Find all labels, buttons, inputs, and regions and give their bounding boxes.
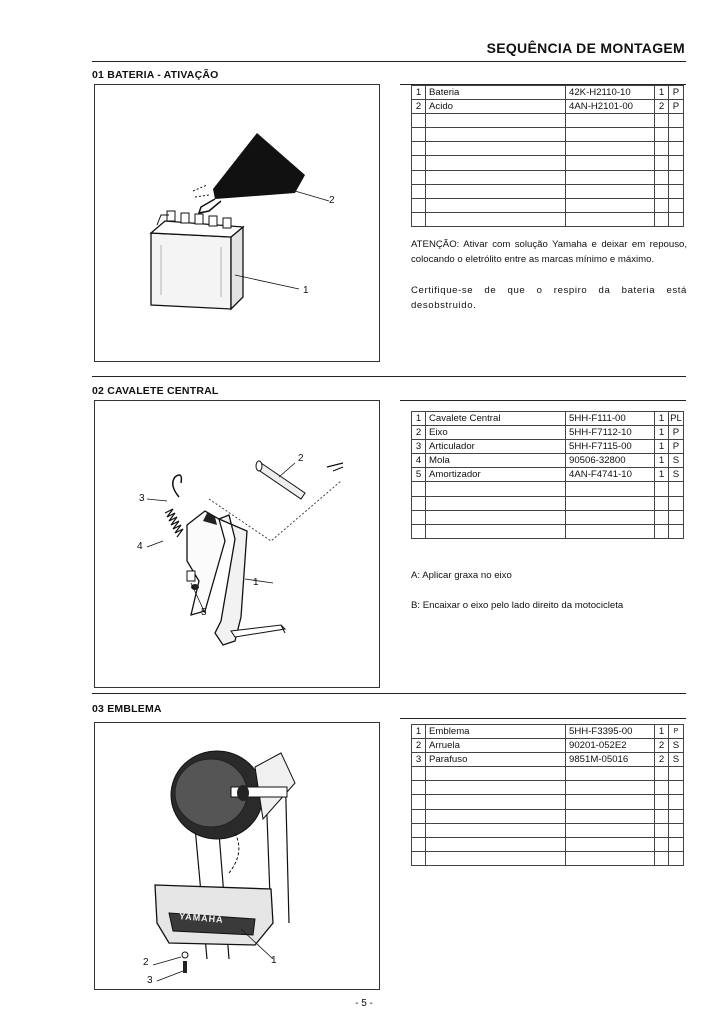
- part-description: Acido: [426, 100, 566, 114]
- note-a: A: Aplicar graxa no eixo: [411, 570, 512, 581]
- table-row-empty: [412, 198, 684, 212]
- part-number: 1: [412, 725, 426, 739]
- part-qty: 2: [655, 739, 669, 753]
- note-atencao: ATENÇÃO: Ativar com solução Yamaha e deixar em repouso, colocando o eletrólito entre as marcas mínimo e máximo.: [411, 239, 687, 265]
- table-row-empty: [412, 809, 684, 823]
- parts-table-bateria: [411, 85, 684, 227]
- callout-1: 1: [271, 955, 277, 966]
- part-description: Arruela: [426, 739, 566, 753]
- part-type: S: [669, 739, 684, 753]
- part-qty: 1: [655, 454, 669, 468]
- part-number: 4: [412, 454, 426, 468]
- callout-1: 1: [253, 577, 259, 588]
- part-description: Emblema: [426, 725, 566, 739]
- part-code: 5HH-F111-00: [566, 412, 655, 426]
- part-description: Bateria: [426, 86, 566, 100]
- table-row: [412, 739, 684, 753]
- emblem-illustration: [95, 723, 379, 989]
- figure-cavalete: [94, 400, 380, 688]
- part-description: Eixo: [426, 426, 566, 440]
- part-type: P: [669, 100, 684, 114]
- callout-5: 5: [201, 607, 207, 618]
- part-code: 4AN-F4741-10: [566, 468, 655, 482]
- callout-2: 2: [298, 453, 304, 464]
- table-row-empty: [412, 114, 684, 128]
- callout-1: 1: [303, 285, 309, 296]
- table-row: [412, 100, 684, 114]
- part-type: PL: [669, 412, 684, 426]
- part-qty: 2: [655, 100, 669, 114]
- part-type: P: [669, 440, 684, 454]
- section-rule: [92, 693, 686, 694]
- part-code: 90201-052E2: [566, 739, 655, 753]
- table-row-empty: [412, 184, 684, 198]
- table-row-empty: [412, 781, 684, 795]
- part-description: Articulador: [426, 440, 566, 454]
- part-number: 1: [412, 412, 426, 426]
- table-row: [412, 454, 684, 468]
- part-number: 2: [412, 100, 426, 114]
- callout-4: 4: [137, 541, 143, 552]
- battery-illustration: [95, 85, 379, 361]
- part-qty: 1: [655, 86, 669, 100]
- part-code: 5HH-F7112-10: [566, 426, 655, 440]
- page-title: SEQUÊNCIA DE MONTAGEM: [486, 40, 685, 56]
- section-title-bateria: 01 BATERIA - ATIVAÇÃO: [92, 69, 219, 81]
- part-qty: 1: [655, 725, 669, 739]
- figure-emblema: [94, 722, 380, 990]
- part-code: 42K-H2110-10: [566, 86, 655, 100]
- parts-table-cavalete: [411, 411, 684, 539]
- part-description: Parafuso: [426, 753, 566, 767]
- callout-3: 3: [139, 493, 145, 504]
- part-number: 2: [412, 426, 426, 440]
- part-qty: 1: [655, 468, 669, 482]
- callout-2: 2: [329, 195, 335, 206]
- part-code: 9851M-05016: [566, 753, 655, 767]
- callout-3: 3: [147, 975, 153, 986]
- table-row-empty: [412, 795, 684, 809]
- figure-bateria: [94, 84, 380, 362]
- parts-table-emblema: [411, 724, 684, 866]
- part-code: 5HH-F3395-00: [566, 725, 655, 739]
- part-description: Cavalete Central: [426, 412, 566, 426]
- part-number: 5: [412, 468, 426, 482]
- table-row: [412, 753, 684, 767]
- page-number: - 5 -: [355, 998, 373, 1009]
- header-rule: [92, 61, 686, 62]
- part-code: 90506-32800: [566, 454, 655, 468]
- section-title-emblema: 03 EMBLEMA: [92, 703, 162, 715]
- section-rule: [400, 400, 686, 401]
- part-qty: 1: [655, 412, 669, 426]
- part-code: 5HH-F7115-00: [566, 440, 655, 454]
- table-row: [412, 412, 684, 426]
- table-row-empty: [412, 510, 684, 524]
- section-rule: [400, 718, 686, 719]
- table-row-empty: [412, 767, 684, 781]
- table-row-empty: [412, 482, 684, 496]
- part-type: P: [669, 86, 684, 100]
- table-row-empty: [412, 524, 684, 538]
- part-type: P: [669, 725, 684, 739]
- part-code: 4AN-H2101-00: [566, 100, 655, 114]
- part-type: S: [669, 468, 684, 482]
- part-qty: 1: [655, 440, 669, 454]
- table-row-empty: [412, 837, 684, 851]
- note-respiro: Certifique-se de que o respiro da bateria está desobstruido.: [411, 285, 687, 311]
- part-number: 3: [412, 753, 426, 767]
- table-row-empty: [412, 170, 684, 184]
- table-row-empty: [412, 851, 684, 865]
- section-title-cavalete: 02 CAVALETE CENTRAL: [92, 385, 219, 397]
- part-type: P: [669, 426, 684, 440]
- table-row: [412, 86, 684, 100]
- table-row-empty: [412, 496, 684, 510]
- yamaha-logo: YAMAHA: [178, 911, 225, 925]
- table-row-empty: [412, 212, 684, 226]
- callout-2: 2: [143, 957, 149, 968]
- table-row-empty: [412, 142, 684, 156]
- part-number: 1: [412, 86, 426, 100]
- part-description: Mola: [426, 454, 566, 468]
- table-row: [412, 725, 684, 739]
- table-row: [412, 468, 684, 482]
- part-qty: 1: [655, 426, 669, 440]
- part-type: S: [669, 454, 684, 468]
- part-qty: 2: [655, 753, 669, 767]
- part-type: S: [669, 753, 684, 767]
- table-row-empty: [412, 156, 684, 170]
- part-description: Amortizador: [426, 468, 566, 482]
- table-row: [412, 440, 684, 454]
- table-row: [412, 426, 684, 440]
- table-row-empty: [412, 128, 684, 142]
- section-rule: [92, 376, 686, 377]
- table-row-empty: [412, 823, 684, 837]
- part-number: 3: [412, 440, 426, 454]
- note-b: B: Encaixar o eixo pelo lado direito da motocicleta: [411, 600, 624, 611]
- part-number: 2: [412, 739, 426, 753]
